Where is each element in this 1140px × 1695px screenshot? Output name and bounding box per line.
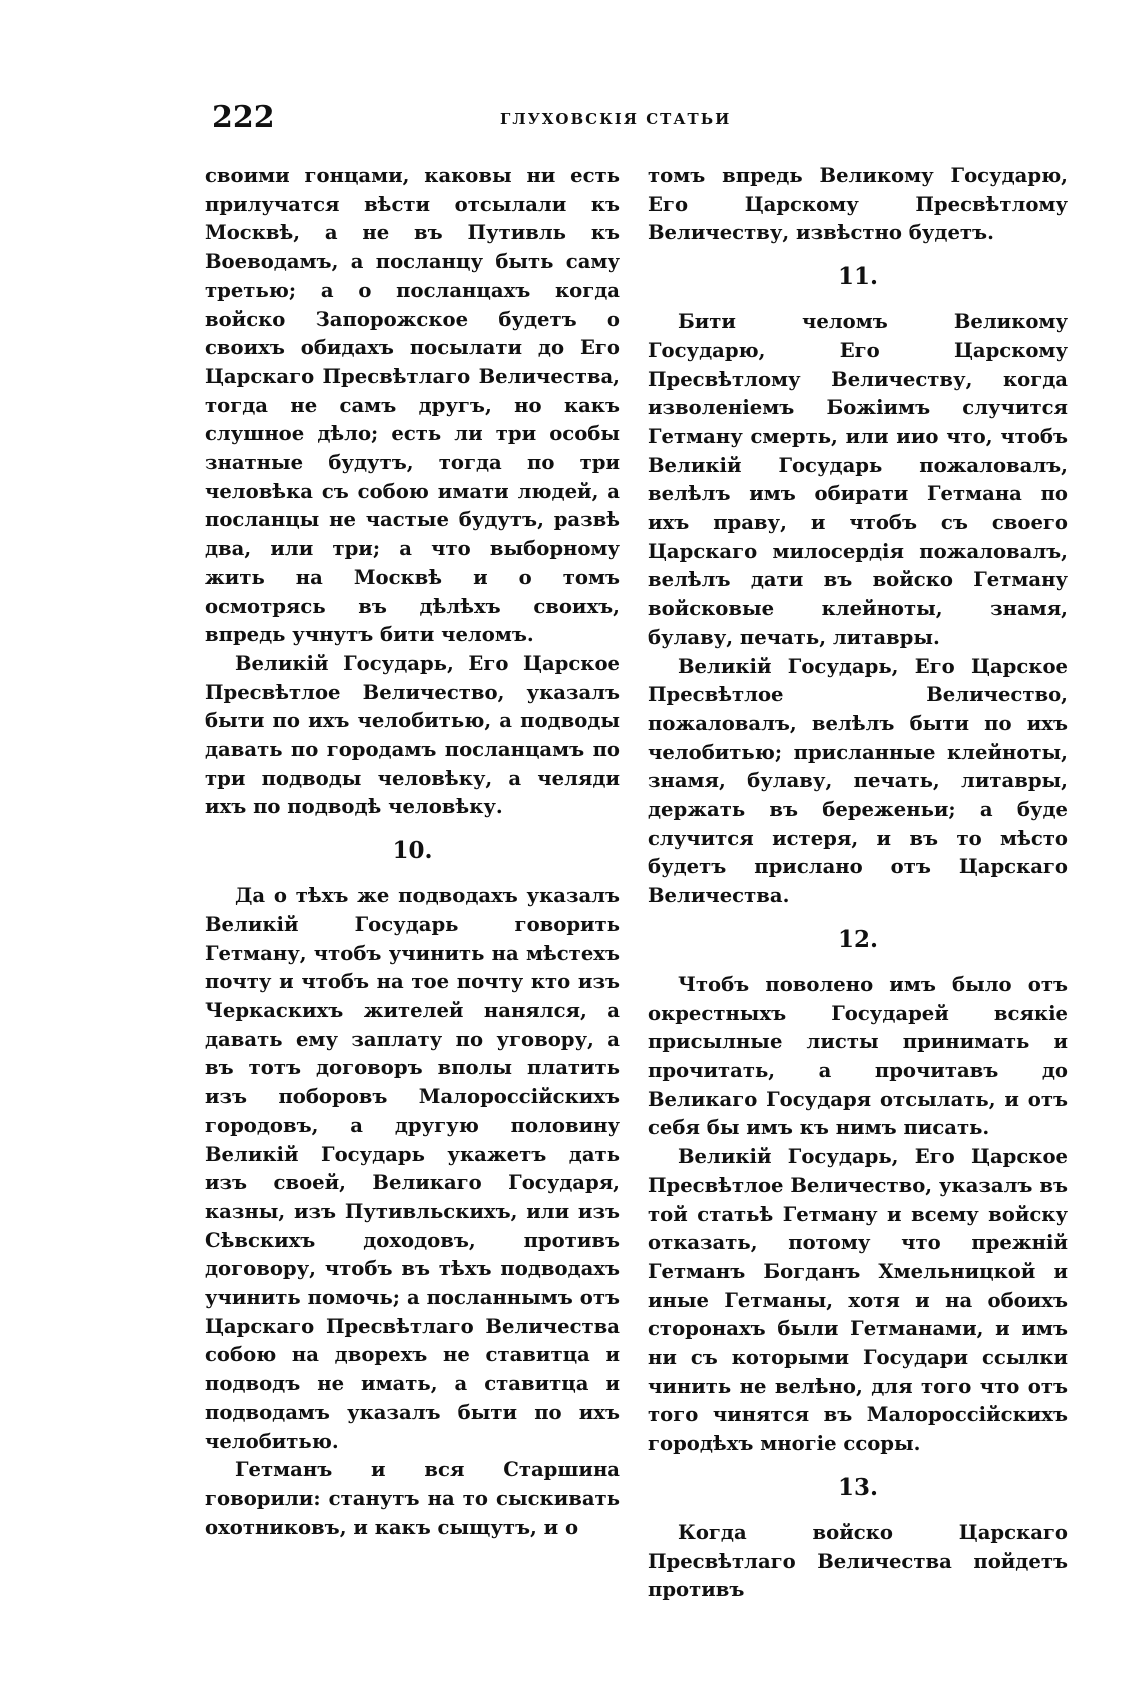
paragraph: Гетманъ и вся Старшина говорили: станутъ на то сыскивать охотниковъ, и какъ сыщутъ, и о bbox=[205, 1458, 620, 1539]
right-column bbox=[648, 162, 1068, 1605]
article-heading-13: 13. bbox=[837, 1473, 878, 1501]
paragraph: Чтобъ поволено имъ было отъ окрестныхъ Государей всякіе присылные листы принимать и прочитать, а прочитавъ до Великаго Государя отсылать, и отъ себя бы имъ къ нимъ писать. bbox=[648, 972, 1068, 1140]
paragraph: Великій Государь, Его Царское Пресвѣтлое Величество, указалъ быти по ихъ челобитью, а подводы давать по городамъ посланцамъ по три подводы человѣку, а челяди ихъ по подводѣ человѣку. bbox=[205, 651, 620, 819]
paragraph: своими гонцами, каковы ни есть прилучатся вѣсти отсылали къ Москвѣ, а не въ Путивль къ Воеводамъ, а посланцу быть саму третью; а о посланцахъ когда войско Запорожское будетъ о своихъ обидахъ посылати до Его Царскаго Пресвѣтлаго Величества, тогда не самъ другъ, но какъ слушное дѣло; есть ли три особы знатные будутъ, тогда по три человѣка съ собою имати людей, а посланцы не частые будутъ, развѣ два, или три; а что выборному жить на Москвѣ и о томъ осмотрясь въ дѣлѣхъ своихъ, впредь учнутъ бити челомъ. bbox=[205, 164, 620, 647]
page-number: 222 bbox=[212, 100, 275, 135]
paragraph: Когда войско Царскаго Пресвѣтлаго Величества пойдетъ противъ bbox=[648, 1520, 1068, 1602]
paragraph: Великій Государь, Его Царское Пресвѣтлое Величество, пожаловалъ, велѣлъ быти по ихъ челобитью; присланные клейноты, знамя, булаву, печать, литавры, держать въ береженьи; а буде случится истеря, и въ то мѣсто будетъ прислано отъ Царскаго Величества. bbox=[648, 654, 1068, 908]
left-column bbox=[205, 162, 620, 1542]
article-heading-10: 10. bbox=[392, 837, 433, 865]
article-heading-11: 11. bbox=[837, 263, 878, 291]
article-heading-12: 12. bbox=[837, 925, 878, 953]
paragraph: Великій Государь, Его Царское Пресвѣтлое Величество, указалъ въ той статьѣ Гетману и всему войску отказать, потому что прежній Гетманъ Богданъ Хмельницкой и иные Гетманы, хотя и на обоихъ сторонахъ были Гетманами, и имъ ни съ которыми Государи ссылки чинить не велѣно, для того что отъ того чинятся въ Малороссійскихъ городѣхъ многіе ссоры. bbox=[648, 1145, 1068, 1456]
running-head: ГЛУХОВСКІЯ СТАТЬИ bbox=[500, 110, 732, 128]
paragraph: Да о тѣхъ же подводахъ указалъ Великій Государь говорить Гетману, чтобъ учинить на мѣстехъ почту и чтобъ на тое почту кто изъ Черкаскихъ жителей нанялся, а давать ему заплату по уговору, а въ тотъ договоръ вполы платить изъ поборовъ Малороссійскихъ городовъ, а другую половину Великій Государь укажетъ дать изъ своей, Великаго Государя, казны, изъ Путивльскихъ, или изъ Сѣвскихъ доходовъ, противъ договору, чтобъ въ тѣхъ подводахъ учинить помочь; а посланнымъ отъ Царскаго Пресвѣтлаго Величества собою на дворехъ не ставитца и подводъ не имать, а ставитца и подводамъ указалъ быти по ихъ челобитью. bbox=[205, 884, 620, 1453]
paragraph: томъ впредь Великому Государю, Его Царскому Пресвѣтлому Величеству, извѣстно будетъ. bbox=[648, 164, 1068, 245]
paragraph: Бити челомъ Великому Государю, Его Царскому Пресвѣтлому Величеству, когда изволеніемъ Божіимъ случится Гетману смерть, или иио что, чтобъ Великій Государь пожаловалъ, велѣлъ имъ обирати Гетмана по ихъ праву, и чтобъ съ своего Царскаго милосердія пожаловалъ, велѣлъ дати въ войско Гетману войсковые клейноты, знамя, булаву, печать, литавры. bbox=[648, 310, 1068, 649]
